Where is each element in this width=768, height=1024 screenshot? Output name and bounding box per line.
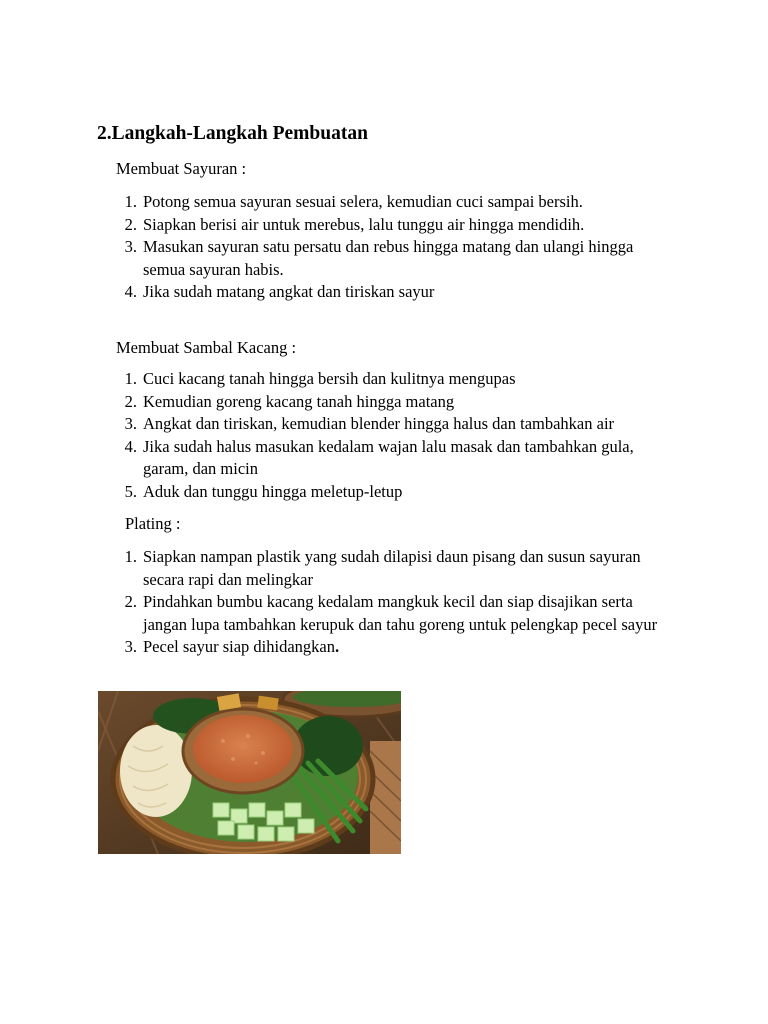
list-plating (117, 546, 662, 659)
list-item: 1. Cuci kacang tanah hingga bersih dan kulitnya mengupas (124, 369, 516, 388)
list-item: 2. Pindahkan bumbu kacang kedalam mangkuk kecil dan siap disajikan serta jangan lupa tambahkan kerupuk dan tahu goreng untuk pelengkap pecel sayur (124, 592, 658, 634)
list-sambal (117, 368, 662, 503)
pecel-sayur-photo (98, 691, 401, 854)
list-item: 1. Potong semua sayuran sesuai selera, kemudian cuci sampai bersih. (124, 192, 583, 211)
subheading-plating: Plating : (125, 514, 181, 533)
list-item: 3. Masukan sayuran satu persatu dan rebus hingga matang dan ulangi hingga semua sayuran habis. (124, 237, 634, 279)
subheading-sambal: Membuat Sambal Kacang : (116, 338, 297, 357)
section-heading: 2.Langkah-Langkah Pembuatan (97, 123, 368, 144)
list-item: 4. Jika sudah matang angkat dan tiriskan sayur (124, 282, 435, 301)
list-item: 1. Siapkan nampan plastik yang sudah dilapisi daun pisang dan susun sayuran secara rapi dan melingkar (124, 547, 641, 589)
list-item: 2. Kemudian goreng kacang tanah hingga matang (124, 391, 455, 411)
list-sayuran (117, 191, 662, 304)
subheading-sayuran: Membuat Sayuran : (116, 159, 247, 178)
list-item: 2. Siapkan berisi air untuk merebus, lalu tunggu air hingga mendidih. (124, 214, 585, 234)
list-item: 3. Pecel sayur siap dihidangkan. (124, 637, 340, 656)
list-item: 5. Aduk dan tunggu hingga meletup-letup (124, 481, 403, 501)
list-item: 3. Angkat dan tiriskan, kemudian blender hingga halus dan tambahkan air (124, 414, 615, 433)
list-item: 4. Jika sudah halus masukan kedalam wajan lalu masak dan tambahkan gula, garam, dan micin (124, 436, 634, 478)
